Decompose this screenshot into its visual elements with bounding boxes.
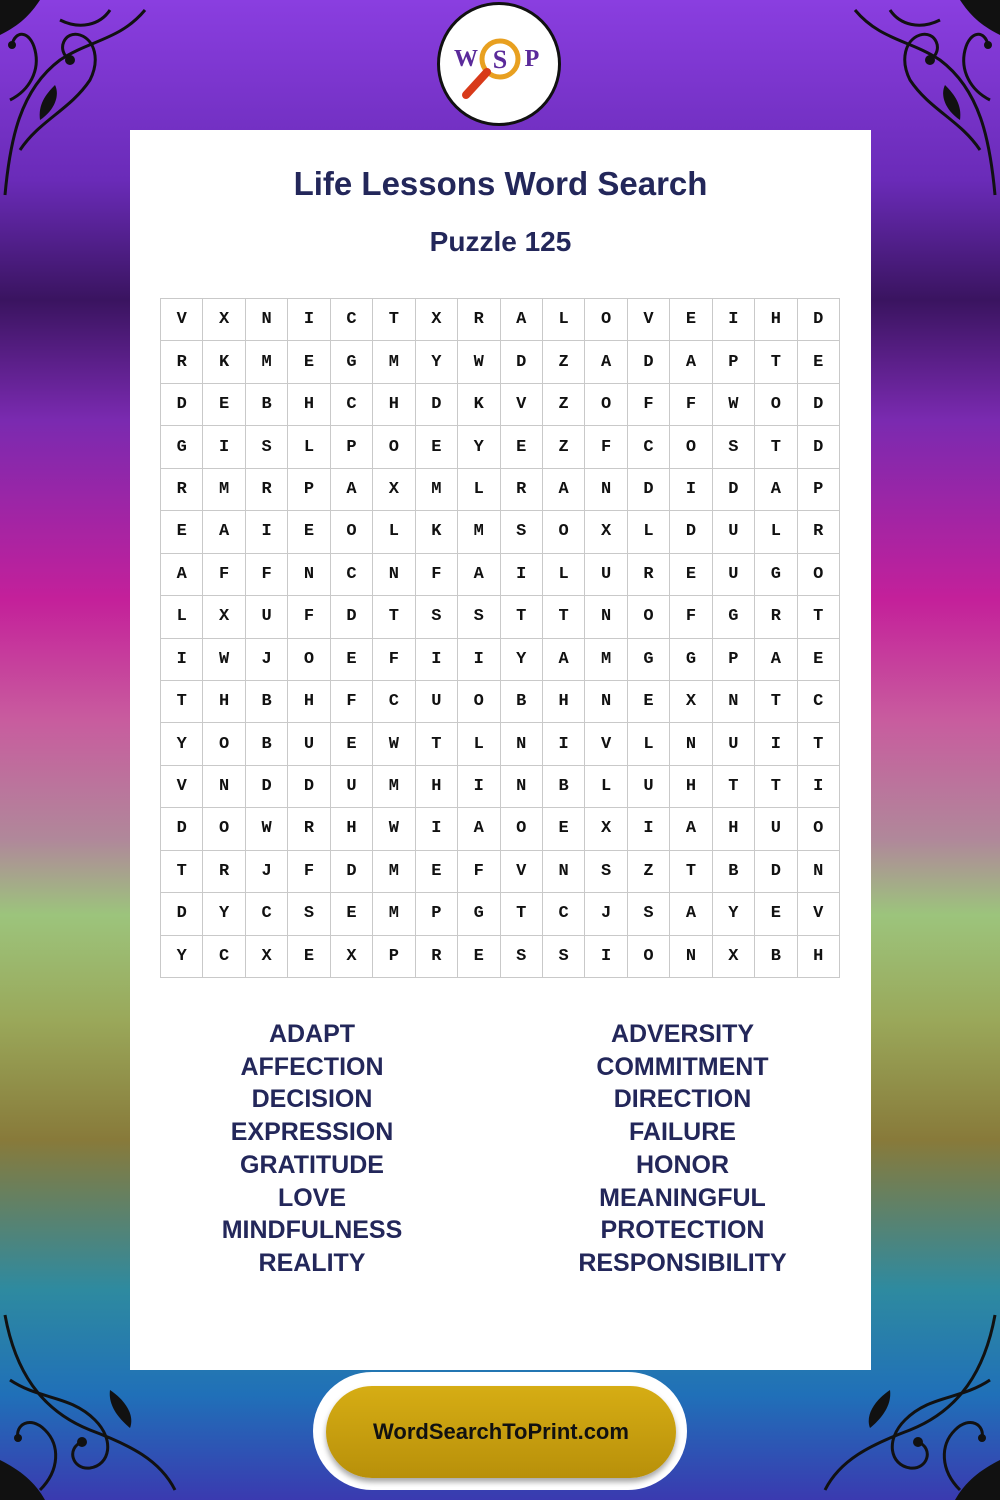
ornament-corner-icon [0, 0, 150, 200]
grid-cell[interactable]: X [585, 808, 627, 850]
grid-cell[interactable]: A [331, 469, 373, 511]
grid-cell[interactable]: C [203, 936, 245, 978]
word-list-item: GRATITUDE [240, 1150, 384, 1179]
grid-cell[interactable]: E [670, 299, 712, 341]
grid-cell[interactable]: T [755, 341, 797, 383]
grid-cell[interactable]: I [713, 299, 755, 341]
grid-cell[interactable]: E [458, 936, 500, 978]
word-list-left [130, 1018, 494, 1280]
grid-cell[interactable]: E [203, 384, 245, 426]
grid-cell[interactable]: G [331, 341, 373, 383]
grid-cell[interactable]: X [670, 681, 712, 723]
grid-cell[interactable]: H [288, 384, 330, 426]
grid-cell[interactable]: B [755, 936, 797, 978]
grid-cell[interactable]: I [246, 511, 288, 553]
grid-cell[interactable]: R [161, 341, 203, 383]
grid-cell[interactable]: D [798, 384, 840, 426]
grid-cell[interactable]: F [670, 384, 712, 426]
grid-cell[interactable]: M [373, 893, 415, 935]
grid-cell[interactable]: I [543, 723, 585, 765]
word-list-item: EXPRESSION [230, 1118, 394, 1147]
grid-cell[interactable]: F [203, 554, 245, 596]
word-list-item: DIRECTION [613, 1085, 752, 1114]
grid-cell[interactable]: T [161, 851, 203, 893]
grid-cell[interactable]: H [373, 384, 415, 426]
grid-cell[interactable]: V [628, 299, 670, 341]
grid-cell[interactable]: A [670, 808, 712, 850]
grid-cell[interactable]: V [161, 766, 203, 808]
word-list-item: AFFECTION [240, 1052, 384, 1081]
grid-cell[interactable]: D [755, 851, 797, 893]
grid-cell[interactable]: C [373, 681, 415, 723]
grid-cell[interactable]: U [628, 766, 670, 808]
grid-cell[interactable]: I [161, 639, 203, 681]
grid-cell[interactable]: E [288, 511, 330, 553]
word-list-item: MEANINGFUL [599, 1183, 766, 1212]
grid-cell[interactable]: A [585, 341, 627, 383]
grid-cell[interactable]: H [670, 766, 712, 808]
grid-cell[interactable]: P [416, 893, 458, 935]
grid-cell[interactable]: J [246, 851, 288, 893]
grid-cell[interactable]: A [501, 299, 543, 341]
grid-cell[interactable]: H [713, 808, 755, 850]
grid-cell[interactable]: Y [203, 893, 245, 935]
grid-cell[interactable]: F [288, 596, 330, 638]
grid-cell[interactable]: W [373, 808, 415, 850]
grid-cell[interactable]: R [203, 851, 245, 893]
grid-cell[interactable]: N [713, 681, 755, 723]
grid-cell[interactable]: V [798, 893, 840, 935]
grid-cell[interactable]: R [798, 511, 840, 553]
grid-cell[interactable]: M [373, 341, 415, 383]
grid-cell[interactable]: H [203, 681, 245, 723]
magnifier-icon [444, 9, 554, 119]
grid-cell[interactable]: G [670, 639, 712, 681]
grid-cell[interactable]: U [713, 723, 755, 765]
grid-cell[interactable]: R [755, 596, 797, 638]
grid-cell[interactable]: M [585, 639, 627, 681]
grid-cell[interactable]: P [331, 426, 373, 468]
grid-cell[interactable]: C [798, 681, 840, 723]
grid-cell[interactable]: B [713, 851, 755, 893]
grid-cell[interactable]: D [161, 893, 203, 935]
grid-cell[interactable]: I [628, 808, 670, 850]
grid-cell[interactable]: M [373, 851, 415, 893]
grid-cell[interactable]: N [585, 596, 627, 638]
grid-cell[interactable]: S [585, 851, 627, 893]
grid-cell[interactable]: L [628, 723, 670, 765]
grid-cell[interactable]: T [755, 681, 797, 723]
grid-cell[interactable]: A [755, 639, 797, 681]
grid-cell[interactable]: O [585, 299, 627, 341]
grid-cell[interactable]: K [203, 341, 245, 383]
grid-cell[interactable]: N [501, 766, 543, 808]
grid-cell[interactable]: A [670, 341, 712, 383]
grid-cell[interactable]: F [331, 681, 373, 723]
grid-cell[interactable]: S [543, 936, 585, 978]
grid-cell[interactable]: B [543, 766, 585, 808]
grid-cell[interactable]: R [501, 469, 543, 511]
grid-cell[interactable]: E [331, 723, 373, 765]
grid-cell[interactable]: E [416, 426, 458, 468]
grid-cell[interactable]: C [331, 554, 373, 596]
grid-cell[interactable]: O [501, 808, 543, 850]
grid-cell[interactable]: C [543, 893, 585, 935]
grid-cell[interactable]: O [628, 596, 670, 638]
grid-cell[interactable]: H [416, 766, 458, 808]
grid-cell[interactable]: I [458, 639, 500, 681]
grid-cell[interactable]: R [246, 469, 288, 511]
grid-cell[interactable]: X [331, 936, 373, 978]
grid-cell[interactable]: I [670, 469, 712, 511]
word-list-right [494, 1018, 871, 1280]
letter-grid [160, 298, 840, 978]
grid-cell[interactable]: G [628, 639, 670, 681]
grid-cell[interactable]: D [628, 341, 670, 383]
grid-cell[interactable]: B [246, 723, 288, 765]
grid-cell[interactable]: V [501, 851, 543, 893]
grid-cell[interactable]: Z [543, 384, 585, 426]
grid-cell[interactable]: F [628, 384, 670, 426]
grid-cell[interactable]: I [288, 299, 330, 341]
word-list-item: MINDFULNESS [221, 1216, 403, 1245]
grid-cell[interactable]: V [585, 723, 627, 765]
grid-cell[interactable]: T [373, 596, 415, 638]
grid-cell[interactable]: H [288, 681, 330, 723]
grid-cell[interactable]: E [161, 511, 203, 553]
grid-cell[interactable]: Z [628, 851, 670, 893]
grid-cell[interactable]: L [458, 723, 500, 765]
grid-cell[interactable]: X [203, 596, 245, 638]
grid-cell[interactable]: S [288, 893, 330, 935]
grid-cell[interactable]: I [501, 554, 543, 596]
grid-cell[interactable]: T [543, 596, 585, 638]
grid-cell[interactable]: P [713, 341, 755, 383]
grid-cell[interactable]: I [798, 766, 840, 808]
grid-cell[interactable]: D [331, 851, 373, 893]
logo-letter-w: W [454, 46, 478, 72]
grid-cell[interactable]: E [798, 639, 840, 681]
grid-cell[interactable]: O [288, 639, 330, 681]
grid-cell[interactable]: L [161, 596, 203, 638]
grid-cell[interactable]: Y [458, 426, 500, 468]
page-title: Life Lessons Word Search [293, 165, 708, 202]
grid-cell[interactable]: B [246, 384, 288, 426]
grid-cell[interactable]: T [161, 681, 203, 723]
grid-cell[interactable]: N [798, 851, 840, 893]
grid-cell[interactable]: X [713, 936, 755, 978]
grid-cell[interactable]: R [458, 299, 500, 341]
grid-cell[interactable]: E [288, 936, 330, 978]
grid-cell[interactable]: E [628, 681, 670, 723]
grid-cell[interactable]: O [458, 681, 500, 723]
grid-cell[interactable]: U [713, 511, 755, 553]
grid-cell[interactable]: S [246, 426, 288, 468]
grid-cell[interactable]: Z [543, 341, 585, 383]
grid-cell[interactable]: D [416, 384, 458, 426]
grid-cell[interactable]: M [373, 766, 415, 808]
grid-cell[interactable]: P [373, 936, 415, 978]
grid-cell[interactable]: D [331, 596, 373, 638]
grid-cell[interactable]: S [416, 596, 458, 638]
grid-cell[interactable]: F [458, 851, 500, 893]
word-list-item: COMMITMENT [596, 1052, 769, 1081]
grid-cell[interactable]: C [331, 384, 373, 426]
word-list-item: DECISION [251, 1085, 373, 1114]
grid-cell[interactable]: M [246, 341, 288, 383]
grid-cell[interactable]: P [798, 469, 840, 511]
grid-cell[interactable]: I [458, 766, 500, 808]
word-list-item: RESPONSIBILITY [578, 1248, 787, 1277]
grid-cell[interactable]: L [373, 511, 415, 553]
grid-cell[interactable]: A [543, 639, 585, 681]
puzzle-sheet [130, 130, 871, 1370]
grid-cell[interactable]: S [501, 511, 543, 553]
grid-cell[interactable]: E [670, 554, 712, 596]
grid-cell[interactable]: J [585, 893, 627, 935]
grid-cell[interactable]: D [713, 469, 755, 511]
grid-cell[interactable]: E [501, 426, 543, 468]
puzzle-number: Puzzle 125 [429, 226, 572, 257]
word-list-item: REALITY [258, 1248, 366, 1277]
grid-cell[interactable]: X [246, 936, 288, 978]
grid-cell[interactable]: N [543, 851, 585, 893]
grid-cell[interactable]: W [246, 808, 288, 850]
logo-letter-p: P [524, 46, 540, 72]
grid-cell[interactable]: Y [416, 341, 458, 383]
grid-cell[interactable]: O [543, 511, 585, 553]
grid-cell[interactable]: N [670, 936, 712, 978]
grid-cell[interactable]: T [373, 299, 415, 341]
grid-cell[interactable]: T [501, 596, 543, 638]
grid-cell[interactable]: O [585, 384, 627, 426]
grid-cell[interactable]: E [331, 893, 373, 935]
grid-cell[interactable]: T [416, 723, 458, 765]
grid-cell[interactable]: A [670, 893, 712, 935]
grid-cell[interactable]: G [755, 554, 797, 596]
grid-cell[interactable]: O [373, 426, 415, 468]
grid-cell[interactable]: E [543, 808, 585, 850]
grid-cell[interactable]: L [628, 511, 670, 553]
word-list-item: LOVE [277, 1183, 347, 1212]
grid-cell[interactable]: B [246, 681, 288, 723]
grid-cell[interactable]: Y [501, 639, 543, 681]
grid-cell[interactable]: I [416, 639, 458, 681]
grid-cell[interactable]: S [501, 936, 543, 978]
grid-cell[interactable]: A [203, 511, 245, 553]
word-list-item: ADAPT [268, 1020, 356, 1048]
grid-cell[interactable]: U [713, 554, 755, 596]
grid-cell[interactable]: V [501, 384, 543, 426]
grid-cell[interactable]: C [246, 893, 288, 935]
grid-cell[interactable]: W [373, 723, 415, 765]
grid-cell[interactable]: O [203, 808, 245, 850]
grid-cell[interactable]: U [416, 681, 458, 723]
grid-cell[interactable]: R [416, 936, 458, 978]
grid-cell[interactable]: N [501, 723, 543, 765]
grid-cell[interactable]: O [798, 808, 840, 850]
grid-cell[interactable]: F [416, 554, 458, 596]
grid-cell[interactable]: A [458, 554, 500, 596]
grid-cell[interactable]: L [458, 469, 500, 511]
grid-cell[interactable]: I [203, 426, 245, 468]
grid-cell[interactable]: F [670, 596, 712, 638]
grid-cell[interactable]: D [246, 766, 288, 808]
grid-cell[interactable]: Y [161, 723, 203, 765]
ornament-corner-icon [850, 0, 1000, 200]
grid-cell[interactable]: R [288, 808, 330, 850]
grid-cell[interactable]: R [628, 554, 670, 596]
grid-cell[interactable]: N [288, 554, 330, 596]
grid-cell[interactable]: P [288, 469, 330, 511]
grid-cell[interactable]: E [331, 639, 373, 681]
grid-cell[interactable]: J [246, 639, 288, 681]
grid-cell[interactable]: O [798, 554, 840, 596]
grid-cell[interactable]: R [161, 469, 203, 511]
grid-cell[interactable]: L [543, 299, 585, 341]
grid-cell[interactable]: T [670, 851, 712, 893]
grid-cell[interactable]: A [755, 469, 797, 511]
grid-cell[interactable]: K [416, 511, 458, 553]
grid-cell[interactable]: N [373, 554, 415, 596]
grid-cell[interactable]: Y [161, 936, 203, 978]
grid-cell[interactable]: D [288, 766, 330, 808]
grid-cell[interactable]: H [755, 299, 797, 341]
grid-cell[interactable]: E [288, 341, 330, 383]
grid-cell[interactable]: T [501, 893, 543, 935]
grid-cell[interactable]: O [203, 723, 245, 765]
grid-cell[interactable]: E [755, 893, 797, 935]
grid-cell[interactable]: I [585, 936, 627, 978]
grid-cell[interactable]: O [670, 426, 712, 468]
grid-cell[interactable]: N [585, 681, 627, 723]
grid-cell[interactable]: T [798, 723, 840, 765]
grid-cell[interactable]: A [458, 808, 500, 850]
grid-cell[interactable]: U [331, 766, 373, 808]
grid-cell[interactable]: G [161, 426, 203, 468]
grid-cell[interactable]: M [458, 511, 500, 553]
grid-cell[interactable]: I [416, 808, 458, 850]
grid-cell[interactable]: L [543, 554, 585, 596]
grid-cell[interactable]: S [713, 426, 755, 468]
grid-cell[interactable]: D [628, 469, 670, 511]
grid-cell[interactable]: G [458, 893, 500, 935]
grid-cell[interactable]: T [713, 766, 755, 808]
grid-cell[interactable]: V [161, 299, 203, 341]
grid-cell[interactable]: F [246, 554, 288, 596]
grid-cell[interactable]: N [203, 766, 245, 808]
word-list-item: ADVERSITY [610, 1020, 755, 1048]
grid-cell[interactable]: Z [543, 426, 585, 468]
grid-cell[interactable]: U [288, 723, 330, 765]
grid-cell[interactable]: C [628, 426, 670, 468]
grid-cell[interactable]: U [246, 596, 288, 638]
grid-cell[interactable]: N [670, 723, 712, 765]
grid-cell[interactable]: D [161, 384, 203, 426]
word-list-item: FAILURE [629, 1118, 736, 1147]
grid-cell[interactable]: O [755, 384, 797, 426]
grid-cell[interactable]: W [713, 384, 755, 426]
grid-cell[interactable]: M [203, 469, 245, 511]
grid-cell[interactable]: F [585, 426, 627, 468]
grid-cell[interactable]: A [161, 554, 203, 596]
grid-cell[interactable]: L [288, 426, 330, 468]
grid-cell[interactable]: O [628, 936, 670, 978]
grid-cell[interactable]: F [288, 851, 330, 893]
grid-cell[interactable]: K [458, 384, 500, 426]
grid-cell[interactable]: D [798, 299, 840, 341]
grid-cell[interactable]: U [755, 808, 797, 850]
grid-cell[interactable]: P [713, 639, 755, 681]
grid-cell[interactable]: X [585, 511, 627, 553]
logo-letter-s: S [492, 45, 508, 74]
grid-cell[interactable]: N [585, 469, 627, 511]
grid-cell[interactable]: D [670, 511, 712, 553]
grid-cell[interactable]: A [543, 469, 585, 511]
grid-cell[interactable]: H [543, 681, 585, 723]
grid-cell[interactable]: L [755, 511, 797, 553]
grid-cell[interactable]: E [416, 851, 458, 893]
grid-cell[interactable]: N [246, 299, 288, 341]
grid-cell[interactable]: D [501, 341, 543, 383]
grid-cell[interactable]: T [798, 596, 840, 638]
grid-cell[interactable]: H [798, 936, 840, 978]
grid-cell[interactable]: O [331, 511, 373, 553]
grid-cell[interactable]: X [203, 299, 245, 341]
grid-cell[interactable]: W [458, 341, 500, 383]
grid-cell[interactable]: S [628, 893, 670, 935]
grid-cell[interactable]: X [416, 299, 458, 341]
grid-cell[interactable]: F [373, 639, 415, 681]
grid-cell[interactable]: X [373, 469, 415, 511]
grid-cell[interactable]: M [416, 469, 458, 511]
grid-cell[interactable]: T [755, 426, 797, 468]
word-list [130, 1018, 871, 1280]
word-list-item: PROTECTION [600, 1216, 765, 1245]
grid-cell[interactable]: W [203, 639, 245, 681]
grid-cell[interactable]: U [585, 554, 627, 596]
grid-cell[interactable]: H [331, 808, 373, 850]
grid-cell[interactable]: L [585, 766, 627, 808]
grid-cell[interactable]: G [713, 596, 755, 638]
grid-cell[interactable]: C [331, 299, 373, 341]
grid-cell[interactable]: D [161, 808, 203, 850]
grid-cell[interactable]: T [755, 766, 797, 808]
website-link-button[interactable]: WordSearchToPrint.com [326, 1386, 676, 1478]
grid-cell[interactable]: Y [713, 893, 755, 935]
grid-cell[interactable]: D [798, 426, 840, 468]
grid-cell[interactable]: E [798, 341, 840, 383]
word-list-item: HONOR [635, 1150, 730, 1179]
grid-cell[interactable]: B [501, 681, 543, 723]
grid-cell[interactable]: I [755, 723, 797, 765]
site-logo[interactable] [437, 2, 561, 126]
grid-cell[interactable]: S [458, 596, 500, 638]
